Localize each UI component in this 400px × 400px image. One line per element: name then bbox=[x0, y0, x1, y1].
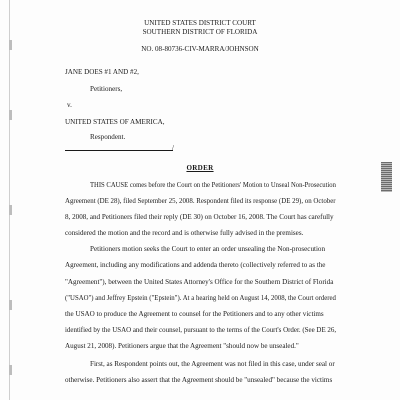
body-line: identified by the USAO and their counsel, pursuant to the terms of the Court's Order. (See DE 26, bbox=[65, 326, 337, 334]
body-line: THIS CAUSE comes before the Court on the Petitioners' Motion to Unseal Non-Prosecution bbox=[90, 181, 336, 189]
body-line: First, as Respondent points out, the Agreement was not filed in this case, under seal or bbox=[90, 360, 335, 368]
body-line: August 21, 2008). Petitioners argue that the Agreement "should now be unsealed." bbox=[65, 342, 299, 350]
body-line: 8, 2008, and Petitioners filed their reply (DE 30) on October 16, 2008. The Court has carefully bbox=[65, 213, 334, 221]
case-number: NO. 08-80736-CIV-MARRA/JOHNSON bbox=[141, 45, 259, 53]
body-line: ("USAO") and Jeffrey Epstein ("Epstein"). At a hearing held on August 14, 2008, the Court ordered bbox=[65, 294, 336, 302]
scan-mark bbox=[9, 205, 12, 215]
caption-rule bbox=[65, 150, 173, 151]
scan-edge-line bbox=[9, 0, 10, 400]
respondent-name: UNITED STATES OF AMERICA, bbox=[65, 118, 165, 126]
scan-mark bbox=[9, 300, 12, 310]
respondent-role: Respondent. bbox=[90, 133, 126, 141]
order-title: ORDER bbox=[186, 164, 214, 172]
body-line: Agreement, including any modifications and addenda thereto (collectively referred to as the bbox=[65, 261, 326, 269]
body-line: Petitioners motion seeks the Court to enter an order unsealing the Non-prosecution bbox=[90, 245, 326, 253]
body-line: otherwise. Petitioners also assert that the Agreement should be "unsealed" because the victims bbox=[65, 376, 333, 384]
petitioner-name: JANE DOES #1 AND #2, bbox=[65, 68, 139, 76]
versus: v. bbox=[67, 101, 72, 109]
body-line: the USAO to produce the Agreement to counsel for the Petitioners and to any other victims bbox=[65, 310, 324, 318]
court-name: UNITED STATES DISTRICT COURT bbox=[144, 19, 256, 27]
body-line: "Agreement"), between the United States Attorney's Office for the Southern District of Florida bbox=[65, 278, 334, 286]
scan-mark bbox=[9, 110, 12, 120]
caption-slash: / bbox=[172, 144, 174, 152]
petitioner-role: Petitioners, bbox=[90, 85, 123, 93]
body-line: considered the motion and the record and is otherwise fully advised in the premises. bbox=[65, 229, 304, 237]
court-district: SOUTHERN DISTRICT OF FLORIDA bbox=[142, 28, 258, 36]
scan-mark bbox=[9, 365, 12, 375]
body-line: Agreement (DE 28), filed September 25, 2008. Respondent filed its response (DE 29), on October bbox=[65, 197, 336, 205]
